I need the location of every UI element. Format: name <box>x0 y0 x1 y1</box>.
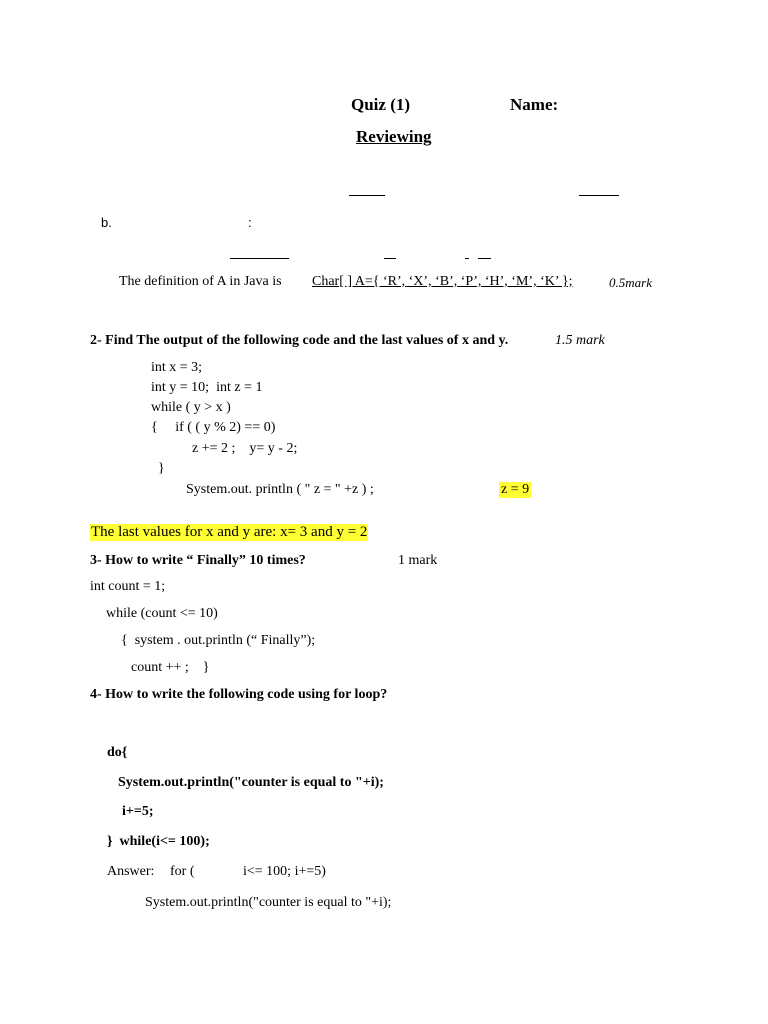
blank-line <box>579 195 619 196</box>
code-line: { system . out.println (“ Finally”); <box>121 633 316 648</box>
code-line: System.out.println("counter is equal to "+i); <box>118 775 384 790</box>
code-line: int y = 10; int z = 1 <box>151 380 263 395</box>
code-line: System.out. println ( " z = " +z ) ; <box>186 482 374 497</box>
item-letter: b. <box>101 215 112 230</box>
item-colon: : <box>248 215 252 230</box>
code-line: count ++ ; } <box>131 660 210 675</box>
question-3: 3- How to write “ Finally” 10 times? <box>90 553 306 568</box>
code-line: z += 2 ; y= y - 2; <box>192 441 298 456</box>
name-label: Name: <box>510 95 559 114</box>
answer-body: System.out.println("counter is equal to "+i); <box>145 895 392 910</box>
question-2: 2- Find The output of the following code and the last values of x and y. <box>90 333 509 348</box>
definition-mark: 0.5mark <box>609 275 652 290</box>
blank-line <box>384 258 396 259</box>
blank-line <box>465 258 469 259</box>
code-line: } <box>158 461 165 476</box>
blank-line <box>230 258 289 259</box>
question-3-mark: 1 mark <box>398 553 438 568</box>
code-line: int x = 3; <box>151 360 203 375</box>
last-values-answer: The last values for x and y are: x= 3 and y = 2 <box>91 524 368 540</box>
question-4: 4- How to write the following code using for loop? <box>90 687 388 702</box>
code-line: } while(i<= 100); <box>107 834 210 849</box>
answer-for: for ( <box>170 864 195 879</box>
output-answer: z = 9 <box>501 482 530 497</box>
blank-line <box>349 195 385 196</box>
definition-code: Char[ ] A={ ‘R’, ‘X’, ‘B’, ‘P’, ‘H’, ‘M’, ‘K’ }; <box>312 274 573 289</box>
code-line: { if ( ( y % 2) == 0) <box>151 420 276 435</box>
code-line: int count = 1; <box>90 579 166 594</box>
answer-condition: i<= 100; i+=5) <box>243 864 326 879</box>
page-subtitle: Reviewing <box>356 127 432 146</box>
question-2-mark: 1.5 mark <box>555 333 605 348</box>
blank-line <box>478 258 491 259</box>
code-line: i+=5; <box>122 804 154 819</box>
answer-label: Answer: <box>107 864 155 879</box>
code-line: do{ <box>107 745 128 760</box>
code-line: while (count <= 10) <box>106 606 218 621</box>
definition-label: The definition of A in Java is <box>119 274 282 289</box>
code-line: while ( y > x ) <box>151 400 231 415</box>
quiz-title: Quiz (1) <box>351 95 411 114</box>
